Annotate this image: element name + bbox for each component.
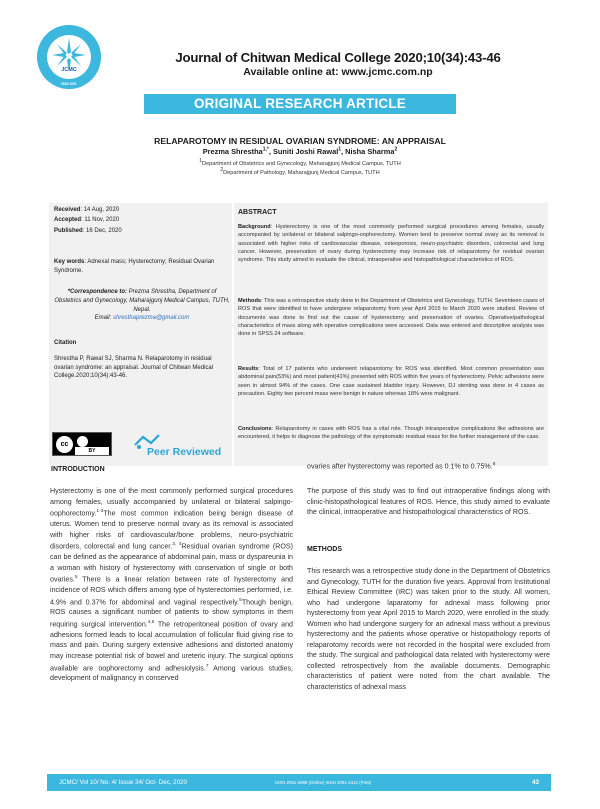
journal-seal [36, 24, 102, 90]
citation-heading: Citation [54, 340, 77, 346]
abstract-methods: Methods: This was a retrospective study done in the Department of Obstetrics and Gynecology, TUTH. Seventeen cases of ROS that were identified to have undergone relaparotomy from year April 2015 to March 2020 were studied. Review of documents was done to find out the cause of hysterectomy and preservation of ovaries. Operative/pathological characteristics of mass along with operative complications were accessed. Data was entered and descriptive analysis was done in SPSS 24 software. [238, 298, 544, 338]
author-name: Prezma Shrestha [202, 147, 263, 157]
journal-logo [36, 24, 102, 90]
abstract-background: Background: Hysterectomy is one of the most commonly performed surgical procedures among females, usually accompanied by unilateral or bilateral salpingo-oophorectomy. Women tend to preserve normal ovary as its removal is associated with higher risks of cardiovascular disease, osteoporosis, neuro-psychiatric disorders, colorectal and lung cancer. However, preservation of ovary during hysterectomy may increase risk of relaparotomy for residual ovarian syndrome. This study aimed to evaluate the clinical, intraoperative and histopathological characteristics of ROS. [238, 224, 544, 264]
journal-title: Journal of Chitwan Medical College 2020;10(34):43-46 [175, 50, 501, 65]
author-name: Suniti Joshi Rawal [272, 147, 339, 157]
page-number: 43 [532, 779, 539, 786]
introduction-text: Hysterectomy is one of the most commonly performed surgical procedures among females, usually accompanied by unilateral or bilateral salpingo-oophorectomy.$^{1-3}$The most common indication being benign disease of uterus. Women tend to preserve normal ovary as its removal is associated with higher risks of cardiovascular/bone problems, neuro-psychiatric disorders, colorectal and lung cancer.$^{3, 4}$Residual ovarian syndrome (ROS) can be defined as the appearance of abdominal pain, mass or dyspareunia in a woman with history of hysterectomy with conservation of single or both ovaries.$^5$ There is a linear relation between rate of hysterectomy and incidence of ROS which differs among type of hysterectomies performed, i.e. 4.9% and 0.37% for abdominal and vaginal respectively.$^5$Though benign, ROS causes a significant number of patients to show symptoms in them requiring surgical intervention.$^{4,6}$ The retroperitoneal position of ovary and adhesions formed leads to local accumulation of follicular fluid giving rise to mass and pain. During surgery extensive adhesions and distorted anatomy may increase potential risk of bowel and ureteric injury. The surgical options available are oophorectomy and adhesiolysis.$^7$ Among various studies, development of malignancy in conserved [50, 487, 294, 683]
abstract-heading: ABSTRACT [238, 209, 277, 216]
peer-reviewed-badge [129, 431, 229, 461]
author-affiliation-mark: 2 [394, 147, 398, 153]
citation-ref[interactable]: 5 [239, 597, 242, 603]
footer-issn: ISSN 2091-2889 (Online) ISSN 2091-2412 (Print) [275, 780, 372, 785]
published-date: Published: 16 Dec, 2020 [54, 227, 122, 234]
article-info-panel [49, 203, 232, 466]
article-dates [54, 205, 122, 236]
cc-by-license-badge[interactable] [52, 432, 112, 456]
page-footer [47, 774, 551, 791]
svg-text:ISSN 2091: ISSN 2091 [61, 82, 77, 86]
author-name: Nisha Sharma [345, 147, 395, 157]
journal-website[interactable]: Available online at: www.jcmc.com.np [243, 66, 433, 78]
attribution-icon [77, 436, 88, 447]
svg-text:JCMC: JCMC [61, 67, 77, 73]
cc-icon: cc [56, 436, 73, 453]
affiliation-1: $^1$Department of Obstetrics and Gynecology, Maharajgunj Medical Campus, TUTH [199, 158, 401, 167]
cc-by-label: BY [75, 447, 109, 455]
abstract-panel [234, 203, 548, 466]
keywords: Key words: Adnexal mass; Hysterectomy; Residual Ovarian Syndrome. [54, 259, 215, 274]
methods-heading: METHODS [307, 546, 342, 553]
author-affiliation-mark: 1,* [262, 147, 269, 153]
citation-ref[interactable]: 4,6 [147, 620, 155, 625]
citation-ref[interactable]: 1-3 [96, 509, 104, 515]
methods-text: This research was a retrospective study done in the Department of Obstetrics and Gynecology, TUTH for the duration five years. Approval from Institutional Ethical Review Committee (IRC) was taken prior to the study. All women, who had undergone laparatomy for adnexal mass following prior hysterectomy from year April 2015 to March 2020, were enrolled in the study. Women who had undergone surgery for an adnexal mass without a previous hysterectomy and the patients whose operative or histopathology reports of relaparotomy records were not recorded in the hospital were excluded from the study. The surgical and pathological data related with hysterectomy were collected retrospectively from the available documents. Demographic characteristics of patient were noted from the chart available. The characteristics of adnexal mass [307, 567, 550, 692]
affiliation-2: $^2$Department of Pathology, Maharajgunj Medical Campus, TUTH [220, 167, 380, 176]
author-affiliation-mark: 1 [338, 147, 342, 153]
article-type-banner: ORIGINAL RESEARCH ARTICLE [144, 94, 456, 114]
abstract-results: Results: Total of 17 patients who underwent relaparotomy for ROS was identified. Most common presentation was abdominal pain(53%) and most patient(41%) presented with ROS within five years of hysterectomy. Pelvic adhesions were seen in almost 94% of the cases. One case sustained bladder injury. However, DJ stenting was done in 4 cases as precaution. Eighty two percent mass were benign in nature whereas 18% were malignant. [238, 366, 544, 397]
introduction-continued: ovaries after hysterectomy was reported as 0.1% to 0.75%.$^8$ [307, 462, 496, 471]
author-list: Prezma Shrestha$^{1,*}$, Suniti Joshi Rawal$^1$, Nisha Sharma$^2$ [202, 147, 398, 157]
accepted-date: Accepted: 11 Nov, 2020 [54, 217, 120, 224]
correspondence: *Correspondence to: Prezma Shrestha, Department of Obstetrics and Gynecology, Maharajgunj Medical Campus, TUTH, Nepal. Email: shresthaprezma@gmail.com [54, 289, 230, 322]
citation-ref[interactable]: 3, 4 [172, 542, 182, 548]
footer-issue: JCMC/ Vol 10/ No. 4/ Issue 34/ Oct- Dec, 2020 [59, 779, 187, 786]
article-title: RELAPAROTOMY IN RESIDUAL OVARIAN SYNDROME: AN APPRAISAL [154, 136, 446, 146]
citation-ref[interactable]: 5 [74, 575, 78, 581]
study-purpose-text: The purpose of this study was to find out intraoperative findings along with clinic-histopathological features of ROS. Hence, this study aimed to evaluate the clinical, intraoperative and histopathological characteristics of ROS. [307, 487, 550, 517]
author-email-link[interactable]: shresthaprezma@gmail.com [112, 315, 190, 322]
abstract-conclusions: Conclusions: Relaparotomy in cases with ROS has a vital role. Though intraoperative complications like adhesions are encountered, it helps to diagnose the pathology of the symptomatic residual mass for the further management of the case. [238, 426, 544, 441]
citation-text: Shrestha P, Rawal SJ, Sharma N. Relaparotomy in residual ovarian syndrome: an appraisal. Journal of Chitwan Medical College.2020;10(34):43-46. [54, 356, 214, 380]
citation-ref[interactable]: 7 [205, 663, 209, 669]
peer-reviewed-label: Peer Reviewed [147, 446, 222, 458]
received-date: Received: 14 Aug, 2020 [54, 207, 120, 213]
introduction-heading: INTRODUCTION [51, 466, 105, 473]
